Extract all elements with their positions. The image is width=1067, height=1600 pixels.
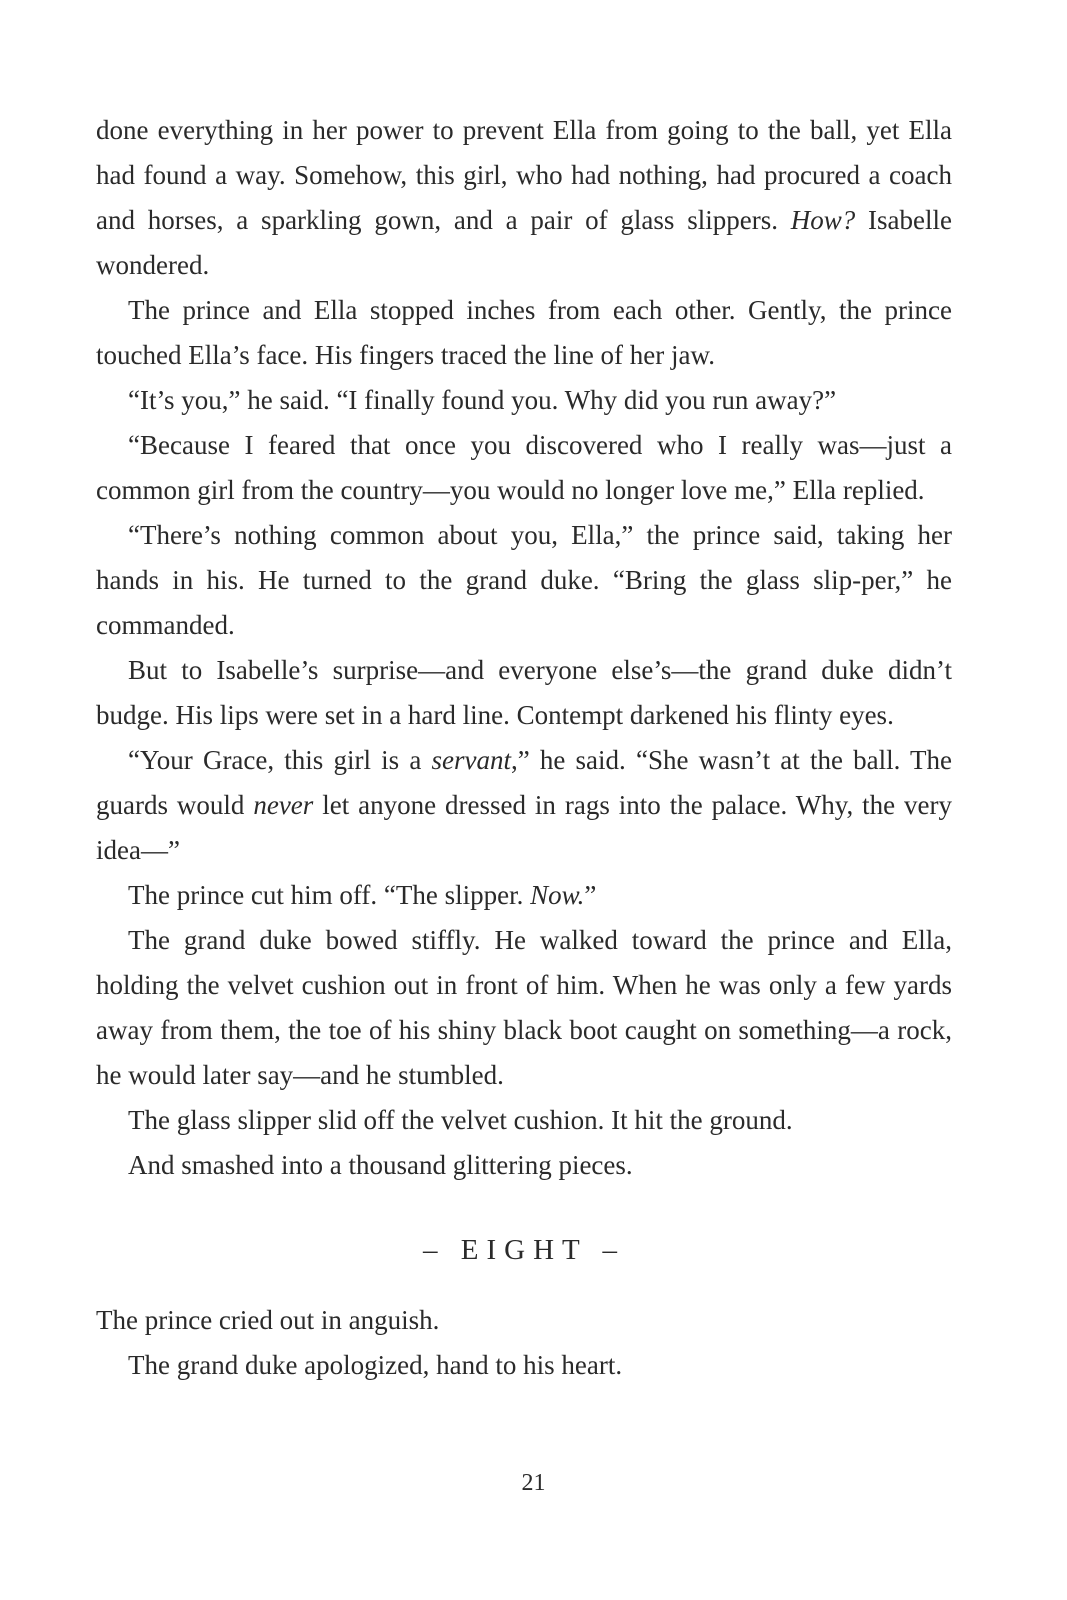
- text-run: The prince cried out in anguish.: [96, 1305, 440, 1335]
- text-block-after-chapter: [96, 1298, 952, 1388]
- italic-text: How?: [790, 205, 856, 235]
- text-run: done everything in her power to prevent Ella from going to the ball, yet Ella had found a way. Somehow, this girl, who had nothing, had procured a coach and horses, a sparkling gown, and a pair of glass slippers.: [96, 115, 952, 235]
- text-run: “It’s you,” he said. “I finally found you. Why did you run away?”: [128, 385, 837, 415]
- italic-text: servant: [431, 745, 511, 775]
- paragraph: [96, 1098, 952, 1143]
- paragraph: [96, 288, 952, 378]
- paragraph: [96, 873, 952, 918]
- paragraph: [96, 108, 952, 288]
- text-run: ”: [584, 880, 597, 910]
- text-run: let anyone dressed in rags into the palace. Why, the very idea—”: [96, 790, 953, 865]
- text-run: The prince and Ella stopped inches from each other. Gently, the prince touched Ella’s face. His fingers traced the line of her jaw.: [96, 295, 952, 370]
- text-run: “Because I feared that once you discovered who I really was—just a common girl from the country—you would no longer love me,” Ella replied.: [96, 430, 952, 505]
- paragraph: [96, 1343, 952, 1388]
- text-run: “Your Grace, this girl is a: [128, 745, 432, 775]
- book-page-body: [96, 108, 952, 1388]
- text-run: And smashed into a thousand glittering pieces.: [128, 1150, 633, 1180]
- italic-text: never: [253, 790, 314, 820]
- paragraph: [96, 1143, 952, 1188]
- chapter-heading: – EIGHT –: [423, 1233, 625, 1266]
- text-run: ,” he said. “She wasn’t at the ball. The guards would: [96, 745, 952, 820]
- page-number: 21: [521, 1470, 546, 1496]
- paragraph: [96, 918, 952, 1098]
- paragraph: [96, 423, 952, 513]
- text-run: The prince cut him off. “The slipper.: [128, 880, 531, 910]
- text-run: “There’s nothing common about you, Ella,” the prince said, taking her hands in his. He turned to the grand duke. “Bring the glass slip-per,” he commanded.: [96, 520, 952, 640]
- paragraph: [96, 513, 952, 648]
- paragraph: [96, 1298, 952, 1343]
- paragraph: [96, 738, 952, 873]
- text-run: But to Isabelle’s surprise—and everyone else’s—the grand duke didn’t budge. His lips were set in a hard line. Contempt darkened his flinty eyes.: [96, 655, 952, 730]
- paragraph: [96, 648, 952, 738]
- text-block-before-chapter: [96, 108, 952, 1188]
- italic-text: Now.: [530, 880, 585, 910]
- text-run: The glass slipper slid off the velvet cushion. It hit the ground.: [128, 1105, 793, 1135]
- text-run: The grand duke bowed stiffly. He walked toward the prince and Ella, holding the velvet cushion out in front of him. When he was only a few yards away from them, the toe of his shiny black boot caught on something—a rock, he would later say—and he stumbled.: [96, 925, 952, 1090]
- text-run: The grand duke apologized, hand to his heart.: [128, 1350, 623, 1380]
- text-run: Isabelle wondered.: [96, 205, 953, 280]
- paragraph: [96, 378, 952, 423]
